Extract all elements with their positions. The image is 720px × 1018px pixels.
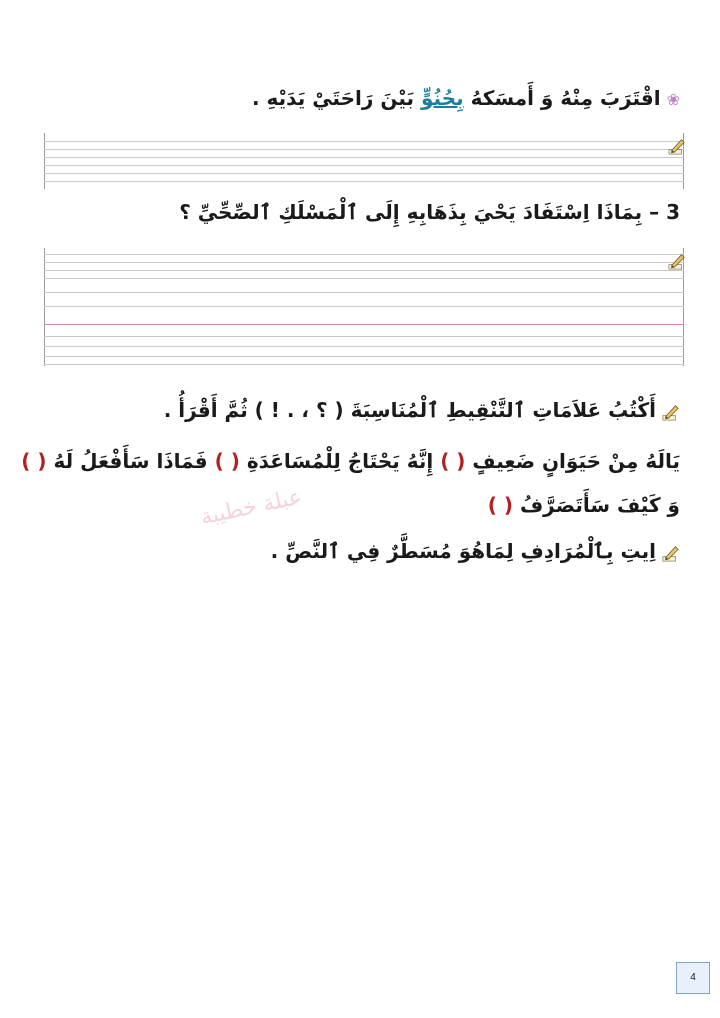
ruled-line [44,356,684,357]
blank-box[interactable]: ( ) [21,449,47,473]
ruled-line [44,270,684,271]
pencil-icon [668,137,686,155]
sentence-text-after: بَيْنَ رَاحَتَيْ يَدَيْهِ . [251,86,415,110]
pencil-icon [668,252,686,270]
instruction-punctuation [164,398,680,422]
blank-box[interactable]: ( ) [214,449,240,473]
ruled-line [44,278,684,279]
sentence-line [252,86,680,110]
instruction-synonym-text: اِيتِ بِٱلْمُرَادِفِ لِمَاهُوَ مُسَطَّرٌ فِي ٱلنَّصِّ . [270,539,656,563]
exercise-line-2 [488,493,680,517]
sentence-text-before: اقْتَرَبَ مِنْهُ وَ أَمسَكهُ [470,86,661,110]
page-number: 4 [676,962,710,994]
pencil-icon [662,403,680,421]
underlined-word: بِحُنُوٍّ [420,86,464,110]
ruled-line [44,254,684,255]
ruled-line [44,292,684,293]
instruction-synonym [271,539,680,563]
instruction-punctuation-text: أَكْتُبُ عَلاَمَاتِ ٱلتَّنْقِيطِ ٱلْمُنَاسِبَةَ ( ؟ ، . ! ) ثُمَّ أَقْرَأُ . [163,398,656,422]
ruled-line [44,346,684,347]
flower-bullet-icon: ❀ [666,90,680,109]
ruled-line [44,306,684,307]
answer-lines-2[interactable] [44,248,684,366]
ruled-line [44,157,684,158]
ruled-line-red [44,324,684,325]
answer-lines-1[interactable] [44,133,684,189]
question-3: 3 – بِمَاذَا اِسْتَفَادَ يَحْيَ بِذَهَابِهِ إِلَى ٱلْمَسْلَكِ ٱلصِّحِّيِّ ؟ [179,200,680,224]
ruled-line [44,165,684,166]
exercise-line-1 [21,449,680,473]
ruled-line [44,336,684,337]
ruled-line [44,262,684,263]
exercise-phrase: يَالَهُ مِنْ حَيَوَانٍ ضَعِيفٍ [472,449,680,473]
ruled-line [44,181,684,182]
blank-box[interactable]: ( ) [440,449,466,473]
ruled-line [44,149,684,150]
exercise-phrase: إِنَّهُ يَحْتَاجُ لِلْمُسَاعَدَةِ [246,449,434,473]
ruled-line [44,141,684,142]
ruled-left-edge [44,248,45,366]
blank-box[interactable]: ( ) [487,493,513,517]
exercise-phrase: فَمَاذَا سَأَفْعَلُ لَهُ [53,449,208,473]
ruled-line [44,364,684,365]
pencil-icon [662,544,680,562]
exercise-phrase: وَ كَيْفَ سَأَتَصَرَّفُ [519,493,680,517]
ruled-line [44,173,684,174]
watermark: عبلة خطيبة [198,484,305,531]
